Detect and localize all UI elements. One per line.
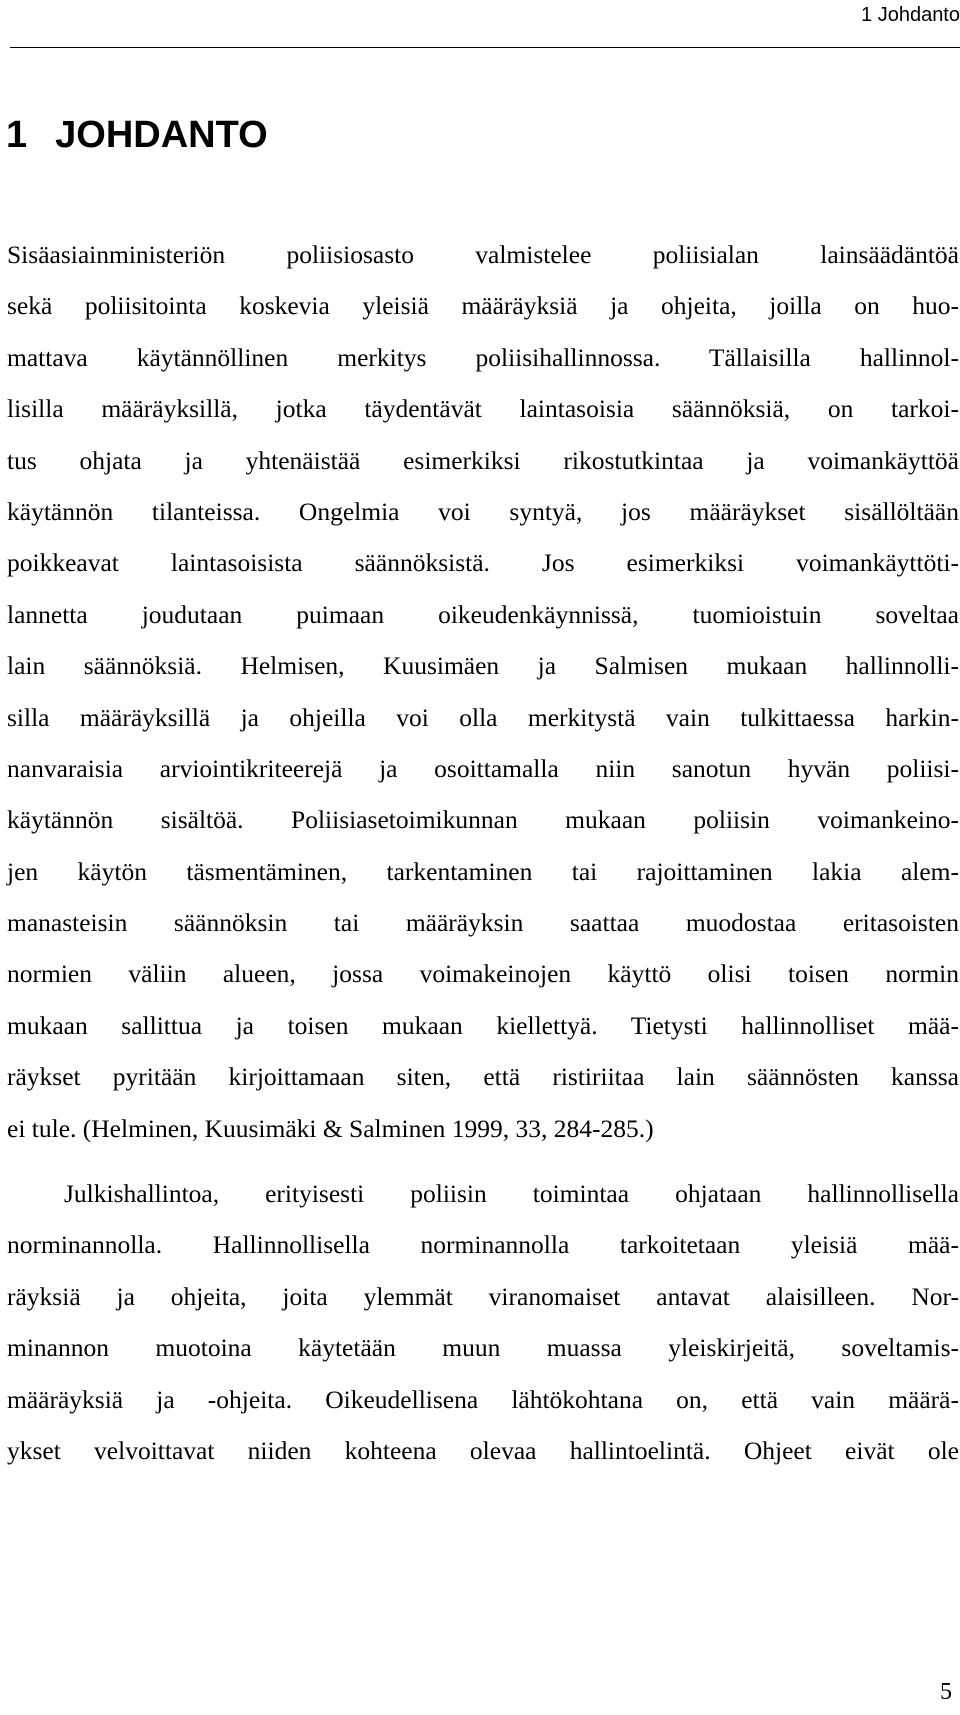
text-line: ykset velvoittavat niiden kohteena olevaa hallintoelintä. Ohjeet eivät ole [7,1435,959,1465]
chapter-heading [6,112,268,158]
running-header: 1 Johdanto [861,4,960,26]
paragraph-1 [7,229,959,1154]
text-line: norminannolla. Hallinnollisella norminannolla tarkoitetaan yleisiä mää- [7,1230,959,1260]
text-line: määräyksiä ja -ohjeita. Oikeudellisena lähtökohtana on, että vain määrä- [7,1384,959,1414]
text-line: lisilla määräyksillä, jotka täydentävät laintasoisia säännöksiä, on tarkoi- [7,394,959,424]
text-line: käytännön tilanteissa. Ongelmia voi syntyä, jos määräykset sisällöltään [7,496,959,526]
chapter-number: 1 [6,114,28,156]
header-rule [10,47,960,48]
text-line: manasteisin säännöksin tai määräyksin saattaa muodostaa eritasoisten [7,908,959,938]
text-line: jen käytön täsmentäminen, tarkentaminen tai rajoittaminen lakia alem- [7,856,959,886]
text-line: normien väliin alueen, jossa voimakeinojen käyttö olisi toisen normin [7,959,959,989]
text-line: nanvaraisia arviointikriteerejä ja osoittamalla niin sanotun hyvän poliisi- [7,753,959,783]
text-line: lain säännöksiä. Helmisen, Kuusimäen ja Salmisen mukaan hallinnolli- [7,651,959,681]
text-line: Julkishallintoa, erityisesti poliisin toimintaa ohjataan hallinnollisella [64,1179,959,1208]
text-line: silla määräyksillä ja ohjeilla voi olla merkitystä vain tulkittaessa harkin- [7,702,959,732]
text-line: minannon muotoina käytetään muun muassa yleiskirjeitä, soveltamis- [7,1333,959,1363]
page-number: 5 [940,1679,952,1705]
text-line: mattava käytännöllinen merkitys poliisihallinnossa. Tällaisilla hallinnol- [7,342,959,372]
text-line: sekä poliisitointa koskevia yleisiä määräyksiä ja ohjeita, joilla on huo- [7,291,959,321]
text-line: Sisäasiainministeriön poliisiosasto valmistelee poliisialan lainsäädäntöä [7,240,959,269]
text-line: käytännön sisältöä. Poliisiasetoimikunnan mukaan poliisin voimankeino- [7,805,959,835]
text-line: räyksiä ja ohjeita, joita ylemmät viranomaiset antavat alaisilleen. Nor- [7,1281,959,1311]
text-line: mukaan sallittua ja toisen mukaan kiellettyä. Tietysti hallinnolliset mää- [7,1010,959,1040]
chapter-title: JOHDANTO [55,114,268,156]
text-line: poikkeavat laintasoisista säännöksistä. Jos esimerkiksi voimankäyttöti- [7,548,959,578]
text-line: lannetta joudutaan puimaan oikeudenkäynnissä, tuomioistuin soveltaa [7,599,959,629]
text-line: räykset pyritään kirjoittamaan siten, että ristiriitaa lain säännösten kanssa [7,1062,959,1092]
text-line: ei tule. (Helminen, Kuusimäki & Salminen 1999, 33, 284-285.) [7,1113,654,1143]
text-line: tus ohjata ja yhtenäistää esimerkiksi rikostutkintaa ja voimankäyttöä [7,445,959,475]
paragraph-2 [7,1168,959,1476]
